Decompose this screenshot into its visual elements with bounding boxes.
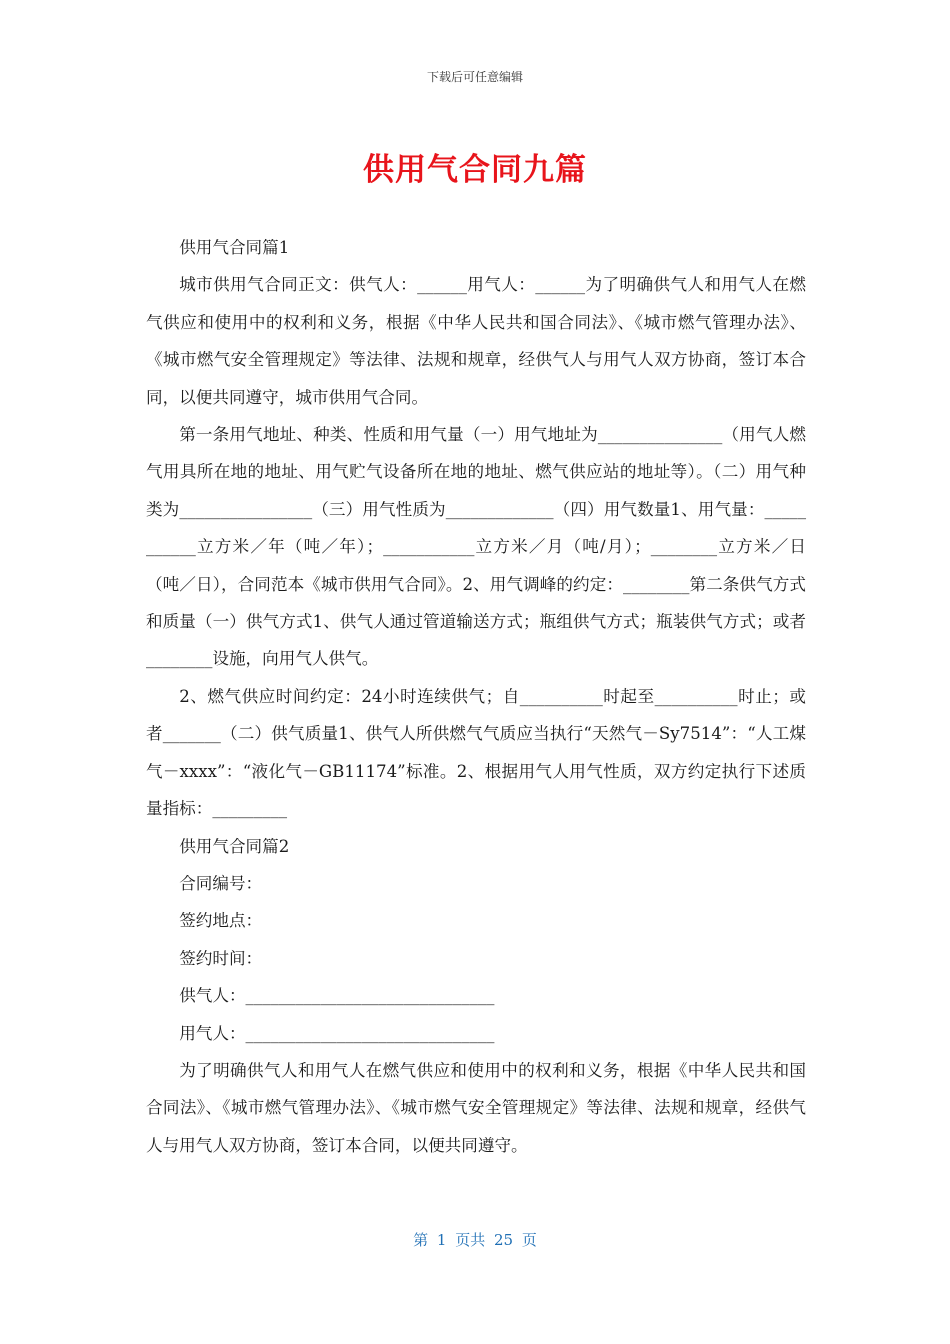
contract-number-line: 合同编号：	[179, 873, 263, 893]
document-title: 供用气合同九篇	[363, 152, 587, 188]
section-heading-2: 供用气合同篇2	[179, 836, 290, 856]
document-body	[146, 229, 806, 1164]
paragraph-article-1: 第一条用气地址、种类、性质和用气量（一）用气地址为_______________（用气人燃气用具所在地的地址、用气贮气设备所在地的地址、燃气供应站的地址等）。（二）用气种类为________________（三）用气性质为_____________（四）用气数量1、用气量：___________立方米／年（吨／年）；___________立方米／月（吨/月）；________立方米／日（吨／日），合同范本《城市供用气合同》。2、用气调峰的约定：________第二条供气方式和质量（一）供气方式1、供气人通过管道输送方式；瓶组供气方式；瓶装供气方式；或者________设施，向用气人供气。	[146, 425, 806, 669]
paragraph-intro: 城市供用气合同正文：供气人：______用气人：______为了明确供气人和用气人在燃气供应和使用中的权利和义务，根据《中华人民共和国合同法》、《城市燃气管理办法》、《城市燃气安全管理规定》等法律、法规和规章，经供气人与用气人双方协商，签订本合同，以便共同遵守，城市供用气合同。	[146, 275, 806, 407]
header-note: 下载后可任意编辑	[426, 70, 523, 84]
page-footer: 第 1 页共 25 页	[413, 1231, 537, 1249]
signing-place-line: 签约地点：	[179, 911, 263, 931]
user-line: 用气人：______________________________	[179, 1023, 495, 1043]
signing-time-line: 签约时间：	[179, 948, 263, 968]
supplier-line: 供气人：______________________________	[179, 986, 495, 1006]
section-heading-1: 供用气合同篇1	[179, 238, 290, 257]
paragraph-supply-time: 2、燃气供应时间约定：24小时连续供气；自__________时起至__________时止；或者_______（二）供气质量1、供气人所供燃气气质应当执行“天然气－Sy7514”：“人工煤气－xxxx”：“液化气－GB11174”标准。2、根据用气人用气性质，双方约定执行下述质量指标：_________	[146, 686, 806, 819]
paragraph-purpose: 为了明确供气人和用气人在燃气供应和使用中的权利和义务，根据《中华人民共和国合同法》、《城市燃气管理办法》、《城市燃气安全管理规定》等法律、法规和规章，经供气人与用气人双方协商，签订本合同，以便共同遵守。	[146, 1060, 806, 1155]
